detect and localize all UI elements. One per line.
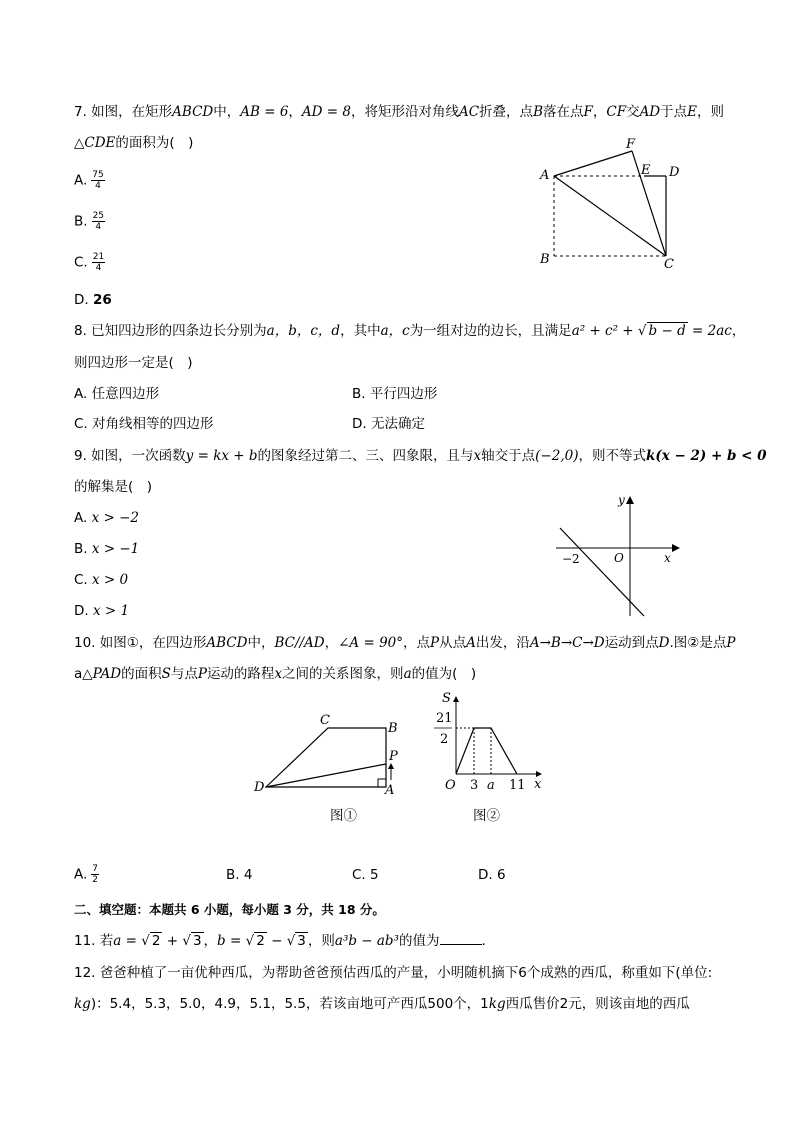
q11-op: −	[266, 933, 287, 949]
q7-text: 交	[626, 104, 640, 120]
sqrt-symbol: √	[286, 933, 296, 949]
section-heading: 二、填空题：本题共 6 小题，每小题 3 分，共 18 分。	[74, 902, 385, 917]
quadrilateral	[266, 728, 386, 787]
option-label: D.	[74, 292, 89, 308]
q7-figure	[530, 132, 690, 272]
q10-s: S	[161, 666, 171, 682]
q10-text: 与点	[170, 666, 198, 682]
option-value: x > −1	[91, 541, 140, 557]
q8-text: 8. 已知四边形的四条边长分别为	[74, 323, 267, 339]
tick-11: 11	[509, 778, 526, 793]
q7-rect-name: ABCD	[172, 104, 214, 120]
q9-line1	[74, 447, 767, 465]
q11-radicand: 2	[256, 933, 265, 949]
denominator: 4	[95, 181, 101, 191]
fraction	[92, 252, 105, 273]
option-label: C.	[74, 572, 88, 588]
option-label: C.	[74, 254, 88, 271]
q10-line2	[74, 665, 476, 683]
y-axis-arrow	[453, 696, 459, 702]
q9-text: ，则不等式	[578, 448, 646, 464]
label-p: P	[389, 749, 398, 764]
option-label: A.	[74, 866, 88, 883]
q8-text: 为一组对边的边长，且满足	[409, 323, 572, 339]
q11-line	[74, 932, 486, 950]
sqrt-symbol: √	[141, 933, 150, 949]
label-d: D	[254, 780, 265, 795]
q12-line2	[74, 995, 690, 1013]
q10-p: P	[197, 666, 207, 682]
option-value: x > 0	[92, 572, 129, 588]
tick-a: a	[487, 778, 495, 793]
label-d: D	[669, 165, 680, 180]
label-b: B	[388, 721, 398, 736]
area-graph	[456, 728, 517, 774]
q7-option-b[interactable]	[74, 211, 105, 232]
q7-text: ，则	[697, 104, 724, 120]
q7-pt: F	[583, 104, 593, 120]
q9-graph	[552, 492, 684, 622]
option-value: x > −2	[91, 510, 140, 526]
q10-text: 之间的关系图象，则	[282, 666, 404, 682]
y-axis-arrow	[626, 496, 634, 504]
q12-text: )：5.4，5.3，5.0，4.9，5.1，5.5，若该亩地可产西瓜500个，1	[90, 996, 489, 1012]
q12-text: 西瓜售价2元，则该亩地的西瓜	[505, 996, 690, 1012]
q9-text: 的图象经过第二、三、四象限，且与	[257, 448, 474, 464]
q7-option-d[interactable]	[74, 291, 112, 309]
q12-unit: kg	[488, 996, 506, 1012]
q11-text: ，则	[307, 933, 335, 949]
numerator: 7	[92, 864, 99, 874]
figure-1-caption: 图①	[330, 808, 357, 824]
q8-option-d[interactable]: D. 无法确定	[352, 416, 425, 432]
q9-inequality: k(x − 2) + b < 0	[645, 448, 767, 464]
triangle-symbol: △	[74, 135, 85, 151]
label-a: A	[385, 783, 395, 798]
q7-option-a[interactable]	[74, 170, 105, 191]
q7-text: 7. 如图，在矩形	[74, 104, 173, 120]
option-label: B.	[74, 541, 88, 557]
q10-text: 从点	[439, 635, 467, 651]
q7-ad-seg: AD	[639, 104, 661, 120]
q10-text: 10. 如图①，在四边形	[74, 635, 207, 651]
q7-text: ，将矩形沿对角线	[350, 104, 459, 120]
q12-unit: kg	[74, 996, 91, 1012]
label-e: E	[641, 163, 651, 178]
q10-text: 的值为( )	[411, 666, 477, 682]
q10-text: 中，	[247, 635, 275, 651]
q10-text: ，	[324, 635, 339, 651]
fraction	[91, 170, 104, 191]
q7-sep: ，	[592, 104, 607, 120]
q11-text: 的值为	[399, 933, 440, 949]
numerator: 21	[92, 252, 105, 262]
q11-eq: b =	[217, 933, 246, 949]
q8-radicand: b − d	[648, 323, 686, 339]
denominator: 4	[95, 263, 102, 273]
q8-line2: 则四边形一定是( )	[74, 355, 193, 371]
label-21: 21	[436, 711, 453, 726]
q10-x: x	[274, 666, 283, 682]
q10-tri: △PAD	[82, 666, 122, 682]
q11-op: +	[162, 933, 183, 949]
label-f: F	[626, 137, 636, 152]
q8-equation: a² + c² +	[571, 323, 638, 339]
q11-eq: a =	[113, 933, 142, 949]
q9-text: 9. 如图，一次函数	[74, 448, 186, 464]
q10-path: A→B→C→D	[529, 635, 605, 651]
origin-label: O	[445, 778, 456, 793]
q11-radicand: 2	[151, 933, 161, 949]
option-label: A.	[74, 172, 88, 189]
answer-blank[interactable]	[440, 932, 482, 945]
q7-ab: AB = 6	[240, 104, 289, 120]
q10-name: ABCD	[206, 635, 248, 651]
q10-text: a	[74, 666, 83, 682]
q10-option-d[interactable]: D. 6	[478, 867, 506, 883]
q10-option-a[interactable]	[74, 864, 99, 885]
q7-text: 落在点	[542, 104, 584, 120]
q8-option-a[interactable]: A. 任意四边形	[74, 386, 160, 402]
q7-text: 的面积为( )	[115, 135, 194, 151]
q7-pt: E	[687, 104, 697, 120]
q7-sep: ，	[288, 104, 302, 120]
q9-x: x	[473, 448, 482, 464]
q11-radicand: 3	[192, 933, 202, 949]
denominator: 2	[92, 875, 99, 885]
q10-option-b[interactable]: B. 4	[226, 867, 253, 883]
q7-line2	[74, 134, 193, 152]
x-axis-arrow	[672, 544, 680, 552]
q9-option-a[interactable]	[74, 509, 139, 527]
label-2: 2	[440, 732, 449, 747]
label-a: A	[540, 168, 550, 183]
q8-text: ，	[731, 323, 746, 339]
q9-option-b[interactable]	[74, 540, 139, 558]
q10-parallel: BC//AD	[274, 635, 325, 651]
q11-sep: ，	[203, 933, 218, 949]
q10-figure-2	[428, 688, 552, 796]
sqrt-symbol: √	[182, 933, 191, 949]
q7-line1	[74, 103, 724, 121]
label-c: C	[320, 713, 330, 728]
q7-ac	[554, 176, 666, 256]
numerator: 75	[92, 170, 104, 180]
q10-option-c[interactable]: C. 5	[352, 867, 379, 883]
q7-option-c[interactable]	[74, 252, 105, 273]
q8-equation: = 2ac	[687, 323, 732, 339]
q8-option-b[interactable]: B. 平行四边形	[352, 386, 438, 402]
q10-text: 的面积	[121, 666, 162, 682]
q8-text: ，其中	[340, 323, 381, 339]
q7-cf: CF	[606, 104, 627, 120]
numerator: 25	[92, 211, 105, 221]
segment-dp	[266, 764, 386, 787]
q9-line2: 的解集是( )	[74, 479, 153, 495]
q10-angle: ∠A = 90°	[338, 635, 404, 651]
q10-p: P	[726, 635, 736, 651]
q8-vars: a，c	[380, 323, 410, 339]
x-label: x	[664, 551, 671, 565]
sqrt-symbol: √	[637, 323, 647, 339]
label-c: C	[664, 257, 674, 272]
q7-text: 中，	[213, 104, 241, 120]
q11-text: 11. 若	[74, 933, 114, 949]
q10-line1	[74, 634, 735, 652]
q9-function: y = kx + b	[185, 448, 258, 464]
q7-pt: B	[533, 104, 543, 120]
q7-af	[554, 151, 632, 176]
q10-figure-1	[248, 708, 408, 798]
x-label: x	[534, 777, 542, 792]
q8-vars: a，b，c，d	[266, 323, 341, 339]
option-label: B.	[74, 213, 88, 230]
figure-2-caption: 图②	[473, 808, 500, 824]
intercept-label: −2	[562, 552, 580, 566]
q11-expression: a³b − ab³	[334, 933, 399, 949]
q10-p: P	[430, 635, 440, 651]
y-label: y	[618, 493, 625, 507]
q11-radicand: 3	[297, 933, 306, 949]
q7-text: 于点	[660, 104, 688, 120]
q10-pt: A	[466, 635, 476, 651]
tick-3: 3	[470, 778, 479, 793]
q11-text: .	[481, 933, 486, 949]
q10-text: .图②是点	[669, 635, 727, 651]
q7-ad: AD = 8	[301, 104, 351, 120]
q10-a: a	[403, 666, 412, 682]
q8-option-c[interactable]: C. 对角线相等的四边形	[74, 416, 214, 432]
q10-text: 出发，沿	[475, 635, 530, 651]
q9-text: 轴交于点	[481, 448, 536, 464]
option-label: A.	[74, 510, 88, 526]
sqrt-symbol: √	[245, 933, 255, 949]
fraction	[92, 211, 105, 232]
q9-point: (−2,0)	[535, 448, 579, 464]
q7-diag: AC	[458, 104, 480, 120]
q10-text: 运动到点	[604, 635, 659, 651]
origin-label: O	[614, 551, 624, 565]
q12-line1: 12. 爸爸种植了一亩优种西瓜，为帮助爸爸预估西瓜的产量，小明随机摘下6个成熟的西瓜，称重如下(单位:	[74, 965, 713, 981]
q8-line1	[74, 322, 745, 340]
option-label: D.	[74, 603, 89, 619]
q9-option-c[interactable]	[74, 571, 128, 589]
option-value: 26	[92, 292, 112, 308]
option-value: x > 1	[92, 603, 130, 619]
q7-tri-name: CDE	[84, 135, 116, 151]
q10-text: 运动的路程	[206, 666, 275, 682]
label-b: B	[540, 252, 550, 267]
q7-text: 折叠，点	[479, 104, 534, 120]
denominator: 4	[95, 222, 102, 232]
function-line	[560, 528, 644, 616]
fraction	[91, 864, 99, 885]
q9-option-d[interactable]	[74, 602, 129, 620]
q10-pt: D	[658, 635, 670, 651]
s-label: S	[442, 691, 451, 706]
q10-text: ，点	[403, 635, 431, 651]
